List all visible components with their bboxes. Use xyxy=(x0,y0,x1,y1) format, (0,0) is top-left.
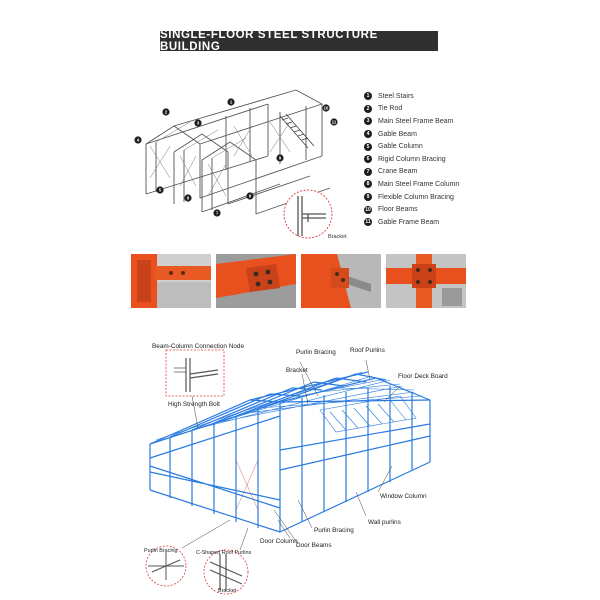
legend-label: Floor Beams xyxy=(378,206,418,214)
frame-marker-number: 6 xyxy=(186,195,190,201)
legend-item xyxy=(364,90,504,103)
door-column-label: Door Column xyxy=(260,538,298,545)
frame-marker-number: 1 xyxy=(229,99,233,105)
bracket-detail-label: Bracket xyxy=(218,588,237,594)
legend-label: Gable Column xyxy=(378,143,423,151)
floor-deck-board-label: Floor Deck Board xyxy=(398,373,448,380)
frame-marker-number: 11 xyxy=(331,119,337,125)
legend-number: 7 xyxy=(364,168,372,176)
legend-item xyxy=(364,191,504,204)
legend-item xyxy=(364,153,504,166)
legend-label: Main Steel Frame Column xyxy=(378,180,460,188)
component-legend xyxy=(364,90,504,229)
connection-photo-3 xyxy=(301,254,381,308)
bracket-detail xyxy=(284,190,347,240)
legend-label: Flexible Column Bracing xyxy=(378,193,454,201)
wall-purlins-label: Wall purlins xyxy=(368,519,401,526)
legend-item xyxy=(364,166,504,179)
legend-number: 10 xyxy=(365,206,371,213)
c-shaped-roof-purlins-label: C-Shaped Roof Purlins xyxy=(196,550,252,556)
legend-number: 1 xyxy=(364,92,372,100)
legend-label: Rigid Column Bracing xyxy=(378,155,446,163)
frame-marker-number: 8 xyxy=(248,193,252,199)
legend-item xyxy=(364,216,504,229)
legend-number: 9 xyxy=(364,193,372,201)
beam-column-node-detail xyxy=(166,350,224,396)
page-title: SINGLE-FLOOR STEEL STRUCTURE BUILDING xyxy=(160,31,438,51)
frame-marker-number: 7 xyxy=(215,210,219,216)
legend-label: Tie Rod xyxy=(378,105,403,113)
legend-item xyxy=(364,103,504,116)
high-strength-bolt-label: High Strength Bolt xyxy=(168,401,220,408)
legend-label: Steel Stairs xyxy=(378,92,414,100)
purlin-bracing-mid-label: Purlin Bracing xyxy=(314,527,354,534)
legend-item xyxy=(364,178,504,191)
frame-marker-number: 3 xyxy=(196,120,200,126)
window-column-label: Window Column xyxy=(380,493,427,500)
legend-number: 2 xyxy=(364,105,372,113)
connection-photo-1 xyxy=(131,254,211,308)
steel-frame-diagram xyxy=(130,86,360,246)
legend-item xyxy=(364,140,504,153)
building-frame-diagram xyxy=(130,340,470,595)
legend-label: Gable Frame Beam xyxy=(378,218,440,226)
legend-number: 8 xyxy=(364,180,372,188)
steel-stairs xyxy=(280,114,314,148)
legend-item xyxy=(364,128,504,141)
beam-column-node-label: Beam-Column Connection Node xyxy=(152,343,245,350)
legend-item xyxy=(364,203,504,216)
legend-number: 3 xyxy=(364,117,372,125)
legend-number: 5 xyxy=(364,143,372,151)
purlin-bracing-detail-label: Purlin Bracing xyxy=(144,548,178,554)
roof-purlins-label: Roof Purlins xyxy=(350,347,385,354)
legend-number: 11 xyxy=(365,219,371,226)
bracket-label: Bracket xyxy=(286,367,308,374)
legend-item xyxy=(364,115,504,128)
frame-marker-number: 5 xyxy=(158,187,162,193)
legend-label: Gable Beam xyxy=(378,130,417,138)
frame-marker-number: 4 xyxy=(136,137,140,143)
door-beams-label: Door Beams xyxy=(296,542,332,549)
purlin-bracing-label: Purlin Bracing xyxy=(296,349,336,356)
legend-label: Main Steel Frame Beam xyxy=(378,117,454,125)
connection-photo-2 xyxy=(216,254,296,308)
bracket-label: Bracket xyxy=(328,234,347,240)
frame-marker-number: 2 xyxy=(164,109,168,115)
legend-label: Crane Beam xyxy=(378,168,418,176)
legend-number: 6 xyxy=(364,155,372,163)
legend-number: 4 xyxy=(364,130,372,138)
connection-photo-4 xyxy=(386,254,466,308)
frame-marker-number: 10 xyxy=(323,105,329,111)
frame-marker-number: 9 xyxy=(278,155,282,161)
